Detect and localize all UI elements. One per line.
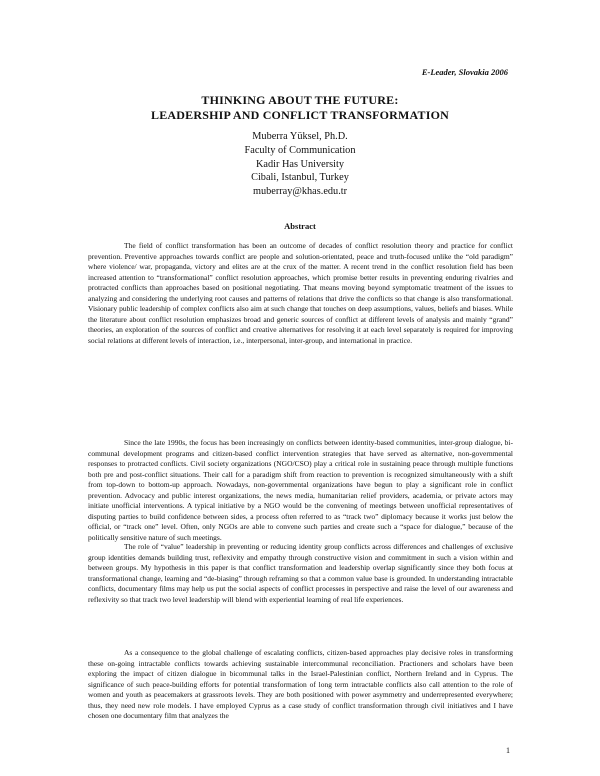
author-block xyxy=(0,130,600,199)
conference-reference: E-Leader, Slovakia 2006 xyxy=(421,67,508,77)
body-paragraph-1: Since the late 1990s, the focus has been increasingly on conflicts between identity-based communities, inter-group dialogue, bi-communal development programs and citizen-based conflict intervention strategies that have served as alternative, non-governmental responses to protracted conflicts. Civil society organizations (NGO/CSO) play a critical role in sustaining peace through multiple functions both pre and post-conflict situations. Their call for a paradigm shift from reaction to prevention is recognized simultaneously with a shift from top-down to bottom-up approach. Nowadays, non-governmental organizations have begun to play a significant role in conflict prevention. Advocacy and public interest organizations, the news media, humanitarian relief providers, academia, or private actors may initiate unofficial interventions. A typical initiative by a NGO would be the convening of meetings between unofficial representatives of disputing parties to build confidence between sides, a process often referred to as “track two” diplomacy because it works just below the official, or “track one” level. Often, only NGOs are able to convene such parties and create such a “space for dialogue,” because of the politically sensitive nature of such meetings. xyxy=(88,438,513,542)
title-line-1: THINKING ABOUT THE FUTURE: xyxy=(201,93,399,107)
body-paragraph-3: As a consequence to the global challenge of escalating conflicts, citizen-based approaches play decisive roles in transforming these on-going intractable conflicts towards achieving sustainable intercommunal reconciliation. Practioners and scholars have been exploring the impact of citizen dialogue in bicommunal talks in the Israel-Palestinian conflict, Northern Ireland and in Cyprus. The significance of such peace-building efforts for potential transformation of long term intractable conflicts also call attention to the role of women and youth as peacemakers at grassroots levels. They are both positioned with power asymmetry and underrepresented everywhere; thus, they need new role models. I have employed Cyprus as a case study of conflict transformation through civil initiatives and I have chosen one documentary film that analyzes the xyxy=(88,648,513,720)
abstract-text: The field of conflict transformation has been an outcome of decades of conflict resolution theory and practice for conflict prevention. Preventive approaches towards conflict are people and solution-orientated, peace and truth-focused unlike the “old paradigm” where violence/ war, propaganda, victory and elites are at the crux of the matter. A recent trend in the conflict resolution field has been increased attention to “transformational” conflict resolution approaches, which promise better results in preventing enduring rivalries and protracted conflicts than approaches based on positional negotiating. That means moving beyond symptomatic treatment of the issues to analyzing and considering the underlying root causes and patterns of relations that drive the conflicts so that change is also transformational. Visionary public leadership of complex conflicts also aim at such change that touches on deep assumptions, values, beliefs and biases. While the literature about conflict resolution emphasizes broad and generic sources of conflict at different levels of analysis and mainly “grand” theories, an exploration of the sources of conflict and creative alternatives for resolving it at each level separately is required for improving social relations at different levels of interaction, i.e., interpersonal, inter-group, and international in practice. xyxy=(88,241,513,345)
title-line-2: LEADERSHIP AND CONFLICT TRANSFORMATION xyxy=(151,108,449,122)
author-faculty: Faculty of Communication xyxy=(244,144,356,156)
author-address: Cibali, Istanbul, Turkey xyxy=(251,172,349,184)
body-paragraph-2: The role of “value” leadership in preventing or reducing identity group conflicts across differences and challenges of exclusive group identities demands building trust, reflexivity and empathy through constructive vision and commitment in such a vision within and between groups. My hypothesis in this paper is that conflict transformation and leadership overlap significantly since they both focus at transformational change, learning and “de-biasing” through reframing so that a common value base is grounded. In understanding intractable conflicts, documentary films may help us put the social aspects of conflict processes in perspective and raise the level of our awareness and reflexivity so that track two level leadership will blend with experiential learning of real life experiences. xyxy=(88,542,513,604)
abstract-heading: Abstract xyxy=(284,221,316,231)
page-number: 1 xyxy=(506,746,510,755)
author-name: Muberra Yüksel, Ph.D. xyxy=(252,131,348,142)
author-university: Kadir Has University xyxy=(255,158,345,170)
author-email: muberray@khas.edu.tr xyxy=(252,186,348,198)
